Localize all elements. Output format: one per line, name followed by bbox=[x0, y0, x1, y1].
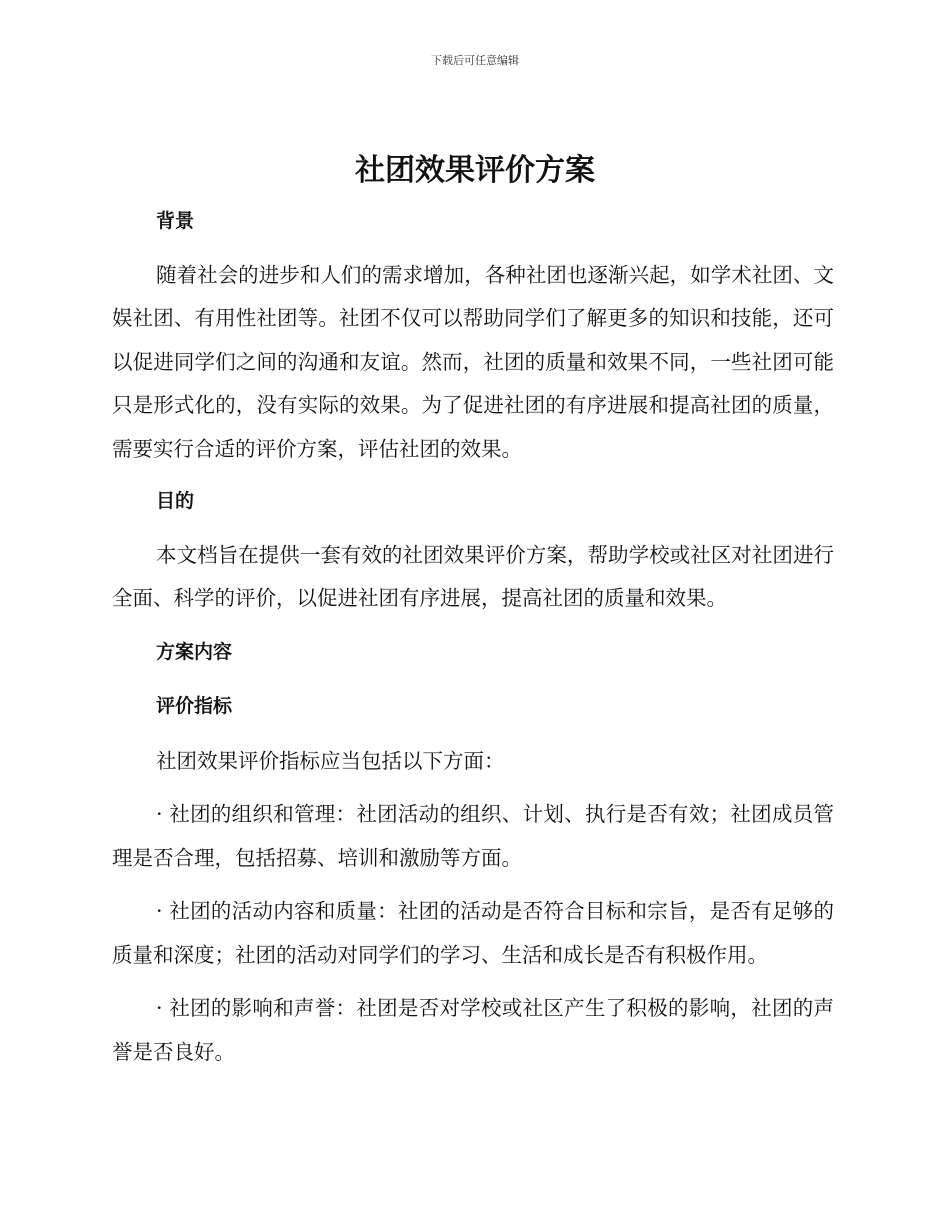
document-body bbox=[112, 200, 834, 1074]
paragraph-background: 随着社会的进步和人们的需求增加，各种社团也逐渐兴起，如学术社团、文娱社团、有用性社团等。社团不仅可以帮助同学们了解更多的知识和技能，还可以促进同学们之间的沟通和友谊。然而，社团的质量和效果不同，一些社团可能只是形式化的，没有实际的效果。为了促进社团的有序进展和提高社团的质量，需要实行合适的评价方案，评估社团的效果。 bbox=[112, 262, 834, 461]
section-heading-plan: 方案内容 bbox=[156, 640, 233, 663]
header-note: 下载后可任意编辑 bbox=[431, 54, 519, 67]
section-heading-goal: 目的 bbox=[156, 490, 195, 512]
paragraph-index-intro: 社团效果评价指标应当包括以下方面： bbox=[156, 748, 505, 773]
paragraph-goal: 本文档旨在提供一套有效的社团效果评价方案，帮助学校或社区对社团进行全面、科学的评价，以促进社团有序进展，提高社团的质量和效果。 bbox=[112, 542, 834, 610]
list-item: · 社团的活动内容和质量：社团的活动是否符合目标和宗旨，是否有足够的质量和深度；社团的活动对同学们的学习、生活和成长是否有积极作用。 bbox=[112, 899, 834, 967]
section-heading-evaluation-index: 评价指标 bbox=[156, 695, 233, 717]
section-heading-background: 背景 bbox=[156, 210, 195, 232]
document-title: 社团效果评价方案 bbox=[355, 153, 595, 188]
list-item: · 社团的影响和声誉：社团是否对学校或社区产生了积极的影响，社团的声誉是否良好。 bbox=[112, 996, 834, 1064]
list-item: · 社团的组织和管理：社团活动的组织、计划、执行是否有效；社团成员管理是否合理，包括招募、培训和激励等方面。 bbox=[112, 802, 834, 870]
